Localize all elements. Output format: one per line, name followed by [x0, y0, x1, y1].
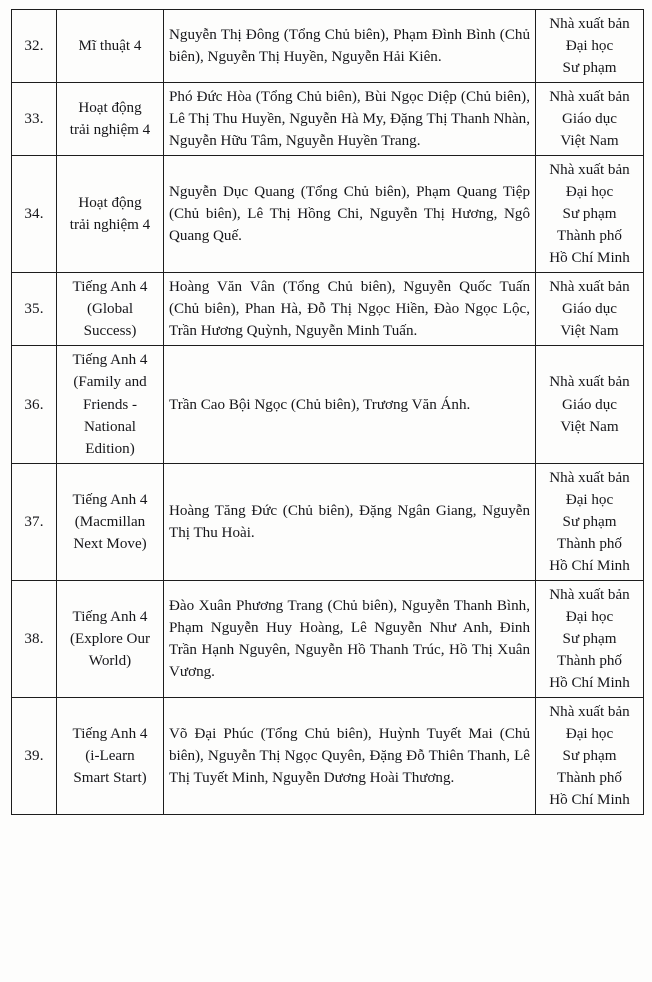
- book-authors-text: Võ Đại Phúc (Tổng Chủ biên), Huỳnh Tuyết Mai (Chủ biên), Nguyễn Thị Ngọc Quyên, Đặng Đỗ Thiên Thanh, Lê Thị Tuyết Minh, Nguyễn Dương Hoài Thương.: [169, 725, 530, 786]
- book-title-line: Smart Start): [73, 770, 147, 786]
- book-title: [57, 83, 164, 156]
- publisher-line: Thành phố: [557, 228, 622, 245]
- book-title-line: (Family and: [73, 374, 147, 391]
- table-row: [12, 273, 644, 346]
- publisher-line: Hồ Chí Minh: [549, 792, 630, 809]
- publisher-line: Đại học: [565, 608, 614, 625]
- row-number: 36.: [12, 346, 57, 463]
- row-number: 33.: [12, 83, 57, 156]
- book-title-line: Tiếng Anh 4: [72, 491, 148, 508]
- row-number: 34.: [12, 156, 57, 273]
- publisher-line: Đại học: [565, 725, 614, 742]
- publisher-line: Giáo dục: [562, 396, 617, 413]
- row-number: 32.: [12, 10, 57, 83]
- book-title-line: Tiếng Anh 4: [72, 352, 148, 369]
- book-authors: [164, 156, 536, 273]
- book-title: [57, 10, 164, 83]
- book-authors: [164, 83, 536, 156]
- publisher: [536, 273, 644, 346]
- book-title: [57, 273, 164, 346]
- publisher-line: Sư phạm: [562, 513, 617, 530]
- book-title-line: Tiếng Anh 4: [72, 279, 148, 296]
- publisher-line: Đại học: [565, 184, 614, 201]
- book-authors-text: Phó Đức Hòa (Tổng Chủ biên), Bùi Ngọc Diệp (Chủ biên), Lê Thị Thu Huyền, Nguyễn Hà My, Đặng Thị Thanh Nhàn, Nguyễn Hữu Tâm, Nguyễn Huyền Trang.: [169, 89, 530, 150]
- book-authors: [164, 580, 536, 697]
- publisher-line: Thành phố: [557, 652, 622, 669]
- publisher-line: Nhà xuất bản: [549, 162, 630, 179]
- publisher-line: Sư phạm: [562, 60, 617, 77]
- book-authors-text: Nguyễn Thị Đông (Tổng Chủ biên), Phạm Đình Bình (Chủ biên), Nguyễn Thị Huyền, Nguyễn Hải Kiên.: [169, 27, 530, 66]
- publisher-line: Nhà xuất bản: [549, 374, 630, 391]
- table-row: [12, 697, 644, 814]
- publisher-line: Thành phố: [557, 535, 622, 552]
- book-title-line: National: [84, 418, 136, 435]
- publisher: [536, 156, 644, 273]
- book-title-line: Mĩ thuật 4: [78, 38, 142, 55]
- book-title-line: Edition): [85, 440, 135, 457]
- publisher: [536, 463, 644, 580]
- publisher-line: Nhà xuất bản: [549, 279, 630, 296]
- textbook-list-table: [11, 9, 644, 815]
- book-authors-text: Hoàng Tăng Đức (Chủ biên), Đặng Ngân Giang, Nguyễn Thị Thu Hoài.: [169, 502, 530, 541]
- book-title: [57, 697, 164, 814]
- book-authors: [164, 10, 536, 83]
- book-title-line: trải nghiệm 4: [69, 122, 151, 139]
- book-title-line: Hoạt động: [78, 195, 142, 212]
- book-title-line: Hoạt động: [78, 100, 142, 117]
- book-title: [57, 463, 164, 580]
- book-authors: [164, 273, 536, 346]
- publisher-line: Nhà xuất bản: [549, 703, 630, 720]
- publisher-line: Hồ Chí Minh: [549, 674, 630, 691]
- table-row: [12, 10, 644, 83]
- book-title-line: Next Move): [73, 535, 147, 552]
- publisher-line: Hồ Chí Minh: [549, 557, 630, 574]
- row-number: 37.: [12, 463, 57, 580]
- table-row: [12, 346, 644, 463]
- book-title-line: (Macmillan: [74, 513, 146, 530]
- publisher-line: Giáo dục: [562, 301, 617, 318]
- book-title: [57, 580, 164, 697]
- publisher-line: Thành phố: [557, 770, 622, 786]
- publisher-line: Sư phạm: [562, 747, 617, 764]
- table-row: [12, 83, 644, 156]
- book-title: [57, 346, 164, 463]
- book-title-line: (Global: [86, 301, 134, 318]
- row-number: 38.: [12, 580, 57, 697]
- publisher: [536, 697, 644, 814]
- book-authors: [164, 346, 536, 463]
- table-body: [12, 10, 644, 815]
- publisher-line: Việt Nam: [560, 133, 619, 150]
- publisher-line: Sư phạm: [562, 630, 617, 647]
- publisher: [536, 10, 644, 83]
- book-authors-text: Trần Cao Bội Ngọc (Chủ biên), Trương Văn Ánh.: [169, 396, 471, 413]
- publisher-line: Giáo dục: [562, 111, 617, 128]
- book-authors: [164, 463, 536, 580]
- publisher-line: Hồ Chí Minh: [549, 250, 630, 267]
- book-title-line: (i-Learn: [85, 747, 135, 764]
- book-title-line: (Explore Our: [69, 630, 151, 647]
- publisher: [536, 346, 644, 463]
- book-title-line: World): [88, 652, 132, 669]
- table-row: [12, 156, 644, 273]
- book-authors: [164, 697, 536, 814]
- publisher-line: Việt Nam: [560, 323, 619, 340]
- publisher-line: Nhà xuất bản: [549, 469, 630, 486]
- book-title: [57, 156, 164, 273]
- book-title-line: Success): [83, 323, 137, 340]
- table-row: [12, 580, 644, 697]
- publisher-line: Sư phạm: [562, 206, 617, 223]
- book-authors-text: Hoàng Văn Vân (Tổng Chủ biên), Nguyễn Quốc Tuấn (Chủ biên), Phan Hà, Đỗ Thị Ngọc Hiền, Đào Ngọc Lộc, Trần Hương Quỳnh, Nguyễn Minh Tuấn.: [169, 279, 530, 340]
- book-title-line: Tiếng Anh 4: [72, 608, 148, 625]
- table-row: [12, 463, 644, 580]
- row-number: 39.: [12, 697, 57, 814]
- publisher-line: Nhà xuất bản: [549, 586, 630, 603]
- book-authors-text: Nguyễn Dục Quang (Tổng Chủ biên), Phạm Quang Tiệp (Chủ biên), Lê Thị Hồng Chi, Nguyễn Thị Hương, Ngô Quang Quế.: [169, 184, 530, 245]
- book-title-line: Friends -: [82, 396, 138, 413]
- publisher-line: Nhà xuất bản: [549, 89, 630, 106]
- publisher: [536, 83, 644, 156]
- book-authors-text: Đào Xuân Phương Trang (Chủ biên), Nguyễn Thanh Bình, Phạm Nguyễn Huy Hoàng, Lê Nguyễn Như Anh, Đinh Trần Hạnh Nguyên, Nguyễn Hồ Thanh Trúc, Hồ Thị Xuân Vương.: [169, 597, 530, 680]
- publisher: [536, 580, 644, 697]
- row-number: 35.: [12, 273, 57, 346]
- publisher-line: Việt Nam: [560, 418, 619, 435]
- publisher-line: Đại học: [565, 38, 614, 55]
- publisher-line: Đại học: [565, 491, 614, 508]
- book-title-line: trải nghiệm 4: [69, 217, 151, 234]
- publisher-line: Nhà xuất bản: [549, 16, 630, 32]
- book-title-line: Tiếng Anh 4: [72, 725, 148, 742]
